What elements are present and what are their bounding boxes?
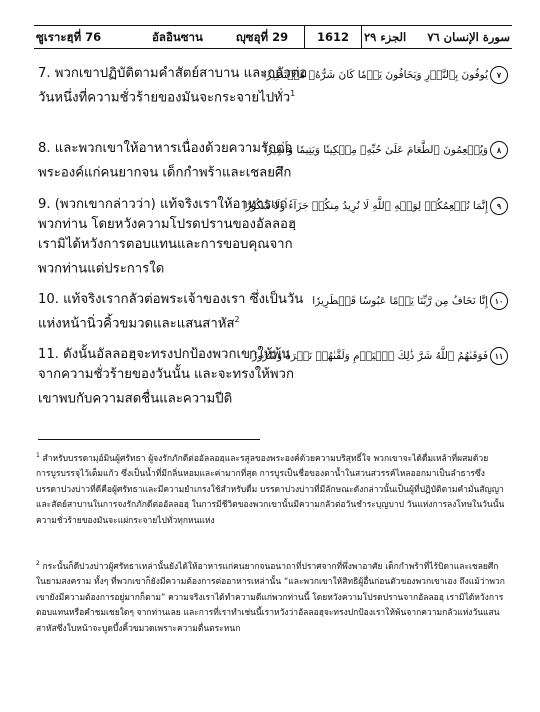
- header-arabic-juz: الجزء ٢٩: [364, 30, 407, 44]
- verse-number-marker: ٨: [490, 141, 508, 159]
- verse-9-arabic: ٩إِنَّمَا نُطۡعِمُكُمۡ لِوَجۡهِ ٱللَّهِ لَا نُرِيدُ مِنكُمۡ جَزَآءٗ وَلَا شُكُورًا: [326, 195, 508, 217]
- footnote-divider: [38, 439, 260, 440]
- verse-7-translation: 7. พวกเขาปฏิบัติตามคำสัตย์สาบาน และกลัวต่อวันหนึ่งที่ความชั่วร้ายของมันจะกระจายไปทั่ว$^1$: [38, 66, 308, 106]
- verse-10-arabic: ١٠إِنَّا نَخَافُ مِن رَّبِّنَا يَوۡمًا عَبُوسٗا قَمۡطَرِيرٗا: [326, 290, 508, 312]
- header-surah-number: ซูเราะฮฺที่ 76: [36, 30, 102, 44]
- page-number: 1612: [304, 26, 362, 48]
- footnote-2: [36, 556, 508, 637]
- page-header: [34, 25, 512, 49]
- footnote-text: สำหรับบรรดามุอ์มินผู้ศรัทธา ผู้จงรักภักดีต่ออัลลอฮฺและรสูลของพระองค์ด้วยความบริสุทธิ์ใจ พวกเขาจะได้ดื่มเหล้าที่ผสมด้วยการบูรบรรจุไว้เต็มแก้ว ซึ่งเป็นน้ำที่มีกลิ่นหอมและค่ามากที่สุด การบูรเป็นชื่อของตาน้ำในสวนสวรรค์ไหลออกมาเป็นลำธารซึ่งบรรดาปวงบ่าวที่ดีคือผู้ศรัทธาและมีความยำเกรงใช้สำหรับดื่ม บรรดาปวงบ่าวที่มีลักษณะดังกล่าวนั้นเป็นผู้ที่ปฏิบัติตามคำมั่นสัญญาและสัตย์สาบานในการจงรักภักดีต่ออัลลอฮฺ ในการมีชีวิตของพวกเขานั้นมีความกลัวต่อวันชำระบุญบาป วันแห่งการลงโทษในวันนั้นความชั่วร้ายของมันจะแผ่กระจายไปทั่วทุกหนแห่ง: [36, 453, 505, 526]
- header-arabic-surah: سورة الإنسان ٧٦: [427, 30, 510, 44]
- verse-number-marker: ١٠: [490, 292, 508, 310]
- header-surah-name: อัลอินซาน: [152, 30, 203, 44]
- footnote-text: กระนั้นก็ดีปวงบ่าวผู้ศรัทธาเหล่านั้นยังได้ให้อาหารแก่คนยากจนอนาถาที่ปราศจากที่พึ่งพาอาศัย เด็กกำพร้าที่ไร้บิดาและเชลยศึกในยามสงคราม ทั้งๆ ที่พวกเขาก็ยังมีความต้องการต่ออาหารเหล่านั้น “และพวกเขาให้สิทธิผู้อื่นก่อนตัวของพวกเขาเอง ถึงแม้ว่าพวกเขายังมีความต้องการอยู่มากก็ตาม” ความจริงเราได้ทำความดีแก่พวกท่านนี้ โดยหวังความโปรดปรานจากอัลลอฮฺ เรามิได้หวังการตอบแทนหรือคำชมเชยใดๆ จากท่านเลย และการที่เราทำเช่นนี้เราหวังว่าอัลลอฮฺจะทรงปกป้องเราให้พ้นจากความกลัวแห่งวันแสนสาหัสซึ่งใบหน้าจะบูดบึ้งคิ้วขมวดเพราะความตื่นตระหนก: [36, 561, 505, 634]
- header-juz: ญุซอุที่ 29: [236, 30, 289, 44]
- verse-number-marker: ١١: [490, 347, 508, 365]
- footnote-1: [36, 448, 508, 529]
- verse-11-translation: 11. ดังนั้นอัลลอฮฺจะทรงปกป้องพวกเขาให้พ้นจากความชั่วร้ายของวันนั้น และจะทรงให้พวกเขาพบกับความสดชื่นและความปีติ: [38, 347, 294, 407]
- verse-7-arabic: ٧يُوفُونَ بِٱلنَّذۡرِ وَيَخَافُونَ يَوۡمٗا كَانَ شَرُّهُۥ مُسۡتَطِيرٗا: [326, 64, 508, 86]
- verse-number-marker: ٧: [490, 66, 508, 84]
- verse-number-marker: ٩: [490, 197, 508, 215]
- verse-9-translation: 9. (พวกเขากล่าวว่า) แท้จริงเราให้อาหารแก่พวกท่าน โดยหวังความโปรดปรานของอัลลอฮฺ เรามิได้หวังการตอบแทนและการขอบคุณจากพวกท่านแต่ประการใด: [38, 197, 297, 277]
- verse-10-translation: 10. แท้จริงเรากลัวต่อพระเจ้าของเรา ซึ่งเป็นวันแห่งหน้านิ่วคิ้วขมวดและแสนสาหัส$^2$: [38, 292, 304, 332]
- footnote-ref: 1: [290, 89, 296, 98]
- verse-11-arabic: ١١فَوَقَىٰهُمُ ٱللَّهُ شَرَّ ذَٰلِكَ ٱلۡيَوۡمِ وَلَقَّىٰهُمۡ نَضۡرَةٗ وَسُرُورٗا: [326, 345, 508, 367]
- verse-8-translation: 8. และพวกเขาให้อาหารเนื่องด้วยความรักต่อพระองค์แก่คนยากจน เด็กกำพร้าและเชลยศึก: [38, 141, 293, 181]
- footnote-marker: 2: [36, 560, 40, 567]
- verse-8-arabic: ٨وَيُطۡعِمُونَ ٱلطَّعَامَ عَلَىٰ حُبِّهِۦ مِسۡكِينٗا وَيَتِيمٗا وَأَسِيرًا: [326, 139, 508, 161]
- footnote-ref: 2: [234, 315, 240, 324]
- footnote-marker: 1: [36, 452, 40, 459]
